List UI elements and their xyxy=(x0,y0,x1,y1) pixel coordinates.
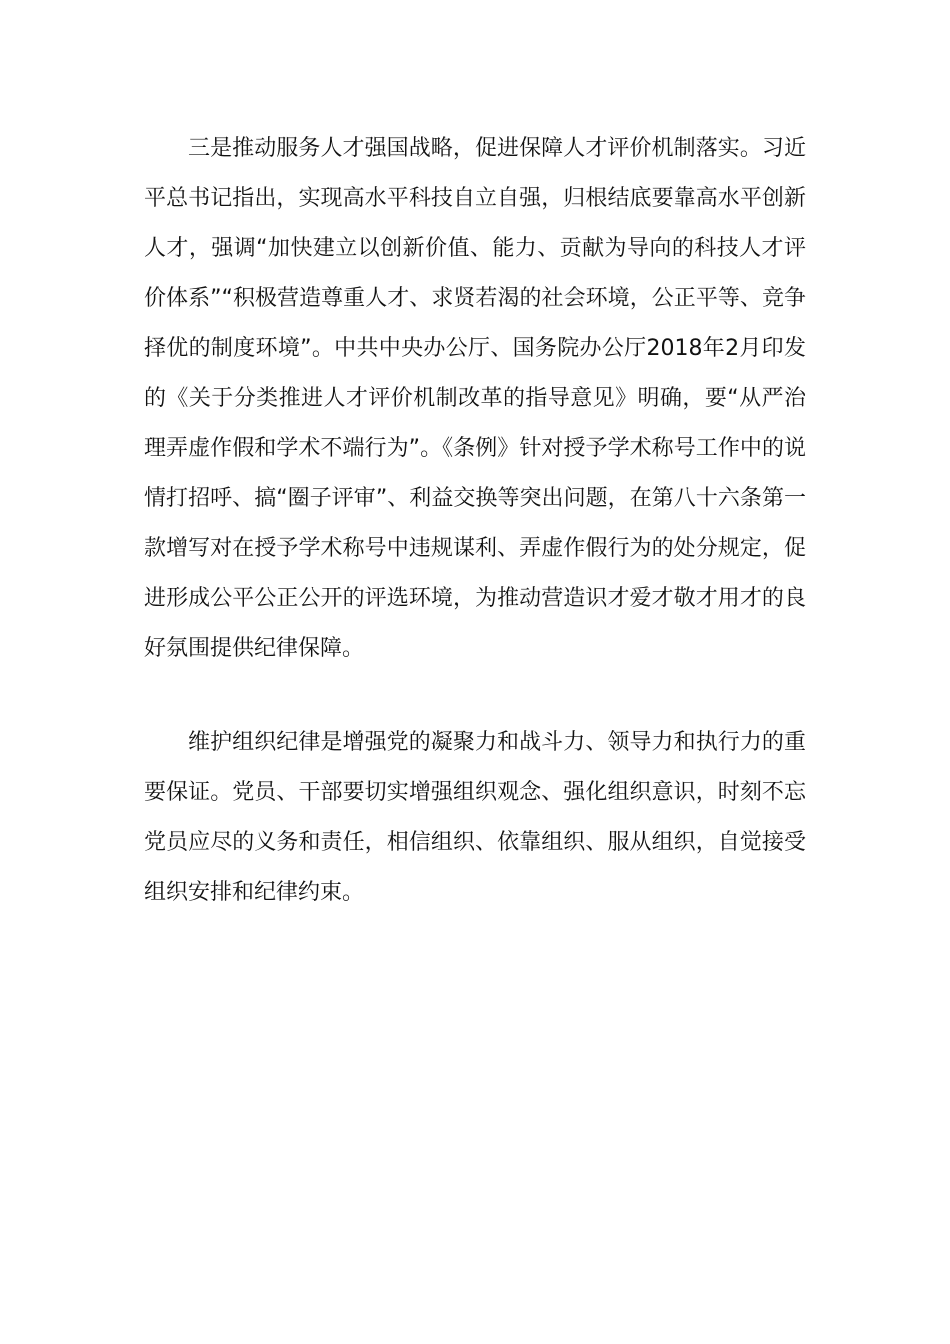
paragraph-organizational-discipline: 维护组织纪律是增强党的凝聚力和战斗力、领导力和执行力的重要保证。党员、干部要切实增强组织观念、强化组织意识，时刻不忘党员应尽的义务和责任，相信组织、依靠组织、服从组织，自觉接受组织安排和纪律约束。 xyxy=(144,730,806,905)
paragraph-talent-evaluation: 三是推动服务人才强国战略，促进保障人才评价机制落实。习近平总书记指出，实现高水平科技自立自强，归根结底要靠高水平创新人才，强调“加快建立以创新价值、能力、贡献为导向的科技人才评价体系”“积极营造尊重人才、求贤若渴的社会环境，公正平等、竞争择优的制度环境”。中共中央办公厅、国务院办公厅2018年2月印发的《关于分类推进人才评价机制改革的指导意见》明确，要“从严治理弄虚作假和学术不端行为”。《条例》针对授予学术称号工作中的说情打招呼、搞“圈子评审”、利益交换等突出问题，在第八十六条第一款增写对在授予学术称号中违规谋利、弄虚作假行为的处分规定，促进形成公平公正公开的评选环境，为推动营造识才爱才敬才用才的良好氛围提供纪律保障。 xyxy=(144,136,806,661)
document-body xyxy=(144,124,806,918)
